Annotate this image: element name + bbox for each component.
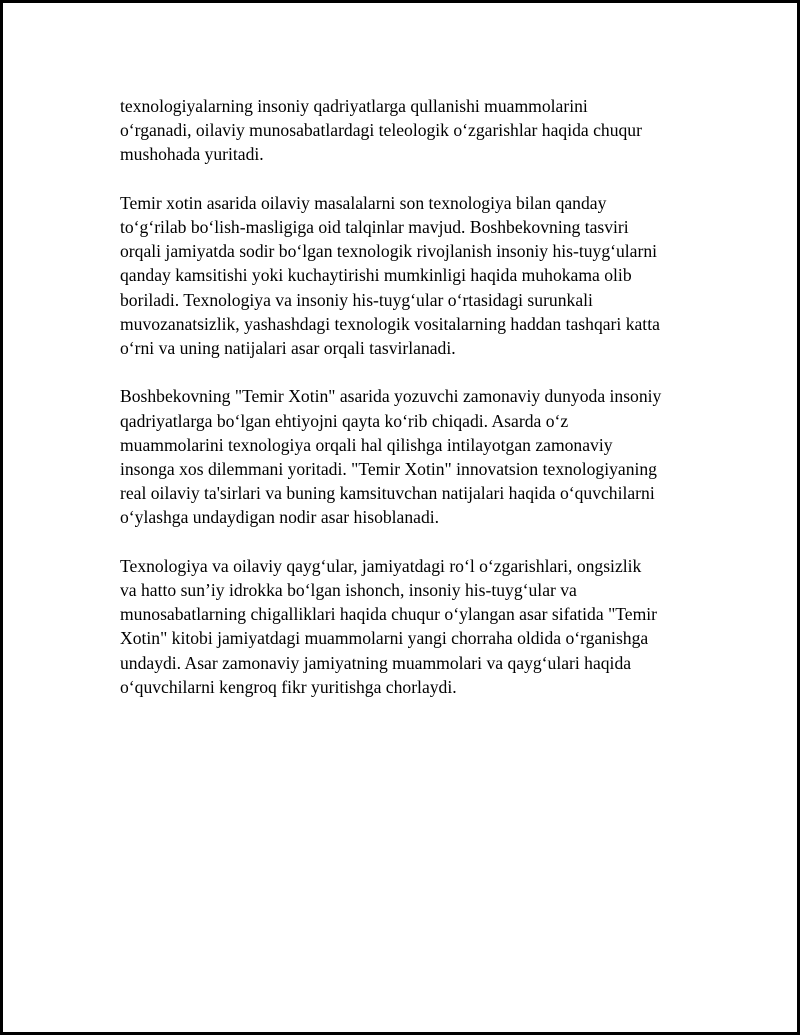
text-line: Temir xotin asarida oilaviy masalalarni son texnologiya bilan qanday bbox=[120, 192, 607, 213]
text-line: o‘ylashga undaydigan nodir asar hisoblanadi. bbox=[120, 507, 440, 528]
text-line: mushohada yuritadi. bbox=[120, 144, 264, 165]
text-line: muvozanatsizlik, yashashdagi texnologik vositalarning haddan tashqari katta bbox=[120, 313, 660, 334]
paragraph-3 bbox=[120, 384, 695, 529]
text-line: real oilaviy ta'sirlari va buning kamsituvchan natijalari haqida o‘quvchilarni bbox=[120, 483, 655, 504]
text-line: Texnologiya va oilaviy qayg‘ular, jamiyatdagi ro‘l o‘zgarishlari, ongsizlik bbox=[120, 555, 642, 576]
text-line: muammolarini texnologiya orqali hal qilishga intilayotgan zamonaviy bbox=[120, 434, 613, 455]
body-text bbox=[120, 94, 695, 723]
text-line: o‘quvchilarni kengroq fikr yuritishga chorlaydi. bbox=[120, 676, 457, 697]
text-line: qanday kamsitishi yoki kuchaytirishi mumkinligi haqida muhokama olib bbox=[120, 265, 632, 286]
text-line: to‘g‘rilab bo‘lish-masligiga oid talqinlar mavjud. Boshbekovning tasviri bbox=[120, 217, 629, 237]
text-line: insonga xos dilemmani yoritadi. "Temir Xotin" innovatsion texnologiyaning bbox=[120, 459, 657, 480]
text-line: texnologiyalarning insoniy qadriyatlarga qullanishi muammolarini bbox=[120, 96, 588, 116]
text-line: boriladi. Texnologiya va insoniy his-tuyg‘ular o‘rtasidagi surunkali bbox=[120, 289, 593, 310]
text-line: undaydi. Asar zamonaviy jamiyatning muammolari va qayg‘ulari haqida bbox=[120, 652, 632, 673]
text-line: qadriyatlarga bo‘lgan ehtiyojni qayta ko‘rib chiqadi. Asarda o‘z bbox=[120, 410, 569, 431]
text-line: o‘rganadi, oilaviy munosabatlardagi teleologik o‘zgarishlar haqida chuqur bbox=[120, 120, 642, 141]
text-line: orqali jamiyatda sodir bo‘lgan texnologik rivojlanish insoniy his-tuyg‘ularni bbox=[120, 241, 658, 262]
text-line: Boshbekovning "Temir Xotin" asarida yozuvchi zamonaviy dunyoda insoniy bbox=[120, 386, 662, 407]
paragraph-2 bbox=[120, 191, 695, 360]
text-line: o‘rni va uning natijalari asar orqali tasvirlanadi. bbox=[120, 338, 456, 359]
text-line: va hatto sun’iy idrokka bo‘lgan ishonch, insoniy his-tuyg‘ular va bbox=[120, 580, 577, 601]
paragraph-1 bbox=[120, 94, 695, 167]
text-line: munosabatlarning chigalliklari haqida chuqur o‘ylangan asar sifatida "Temir bbox=[120, 604, 658, 625]
paragraph-4 bbox=[120, 554, 695, 699]
text-line: Xotin" kitobi jamiyatdagi muammolarni yangi chorraha oldida o‘rganishga bbox=[120, 628, 649, 649]
